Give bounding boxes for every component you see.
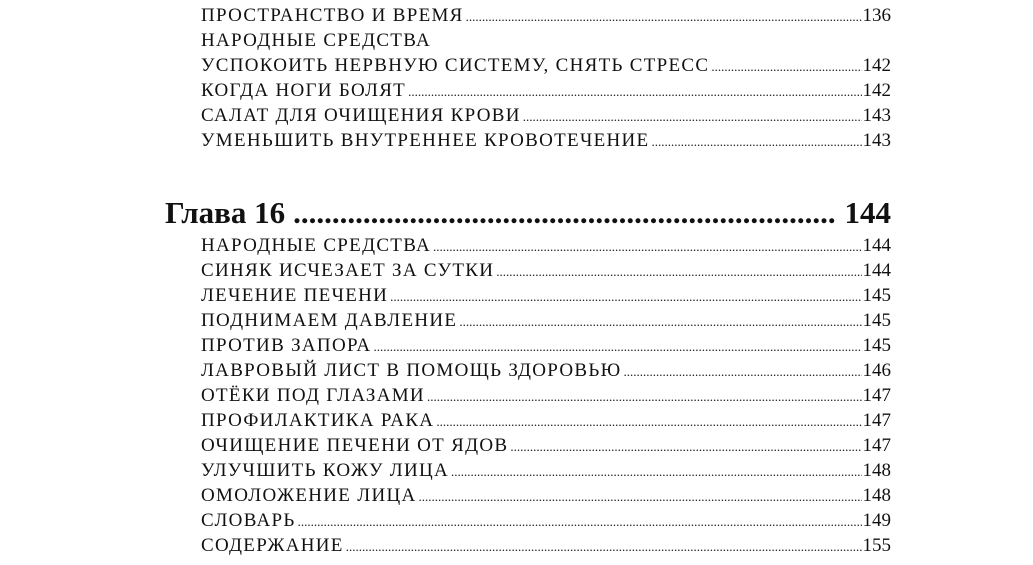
- toc-entry-title: НАРОДНЫЕ СРЕДСТВА: [201, 30, 432, 51]
- toc-entry-page: 145: [862, 310, 891, 331]
- dot-leader: [436, 409, 861, 434]
- dot-leader: [623, 359, 861, 384]
- toc-entry: [201, 333, 891, 358]
- toc-entry-title: КОГДА НОГИ БОЛЯТ: [201, 80, 407, 101]
- toc-entry-page: 149: [862, 510, 891, 531]
- toc-entry: [201, 28, 891, 53]
- toc-entry-page: 145: [862, 285, 891, 306]
- toc-entry-title: ЛАВРОВЫЙ ЛИСТ В ПОМОЩЬ ЗДОРОВЬЮ: [201, 360, 622, 381]
- toc-entry-title: ПРОТИВ ЗАПОРА: [201, 335, 372, 356]
- toc-entry-title: УСПОКОИТЬ НЕРВНУЮ СИСТЕМУ, СНЯТЬ СТРЕСС: [201, 55, 710, 76]
- toc-entry: [201, 458, 891, 483]
- toc-entry-page: 146: [862, 360, 891, 381]
- toc-entry-page: 142: [862, 80, 891, 101]
- chapter-dot-leader: [293, 193, 836, 233]
- dot-leader: [373, 334, 861, 359]
- dot-leader: [711, 54, 861, 79]
- toc-entry-page: 136: [862, 5, 891, 26]
- toc-entry: [201, 53, 891, 78]
- toc-entry-title: СИНЯК ИСЧЕЗАЕТ ЗА СУТКИ: [201, 260, 495, 281]
- toc-entry-title: ПРОСТРАНСТВО И ВРЕМЯ: [201, 5, 464, 26]
- toc-entry-page: 143: [862, 105, 891, 126]
- toc-entry-title: НАРОДНЫЕ СРЕДСТВА: [201, 235, 432, 256]
- toc-entry-page: 143: [862, 130, 891, 151]
- toc-entry: [201, 383, 891, 408]
- toc-entry: [201, 408, 891, 433]
- dot-leader: [427, 384, 862, 409]
- chapter-page: 144: [844, 195, 891, 230]
- dot-leader: [451, 459, 861, 484]
- toc-entry-page: 147: [862, 385, 891, 406]
- toc-entry-title: САЛАТ ДЛЯ ОЧИЩЕНИЯ КРОВИ: [201, 105, 521, 126]
- toc-entry-title: ОМОЛОЖЕНИЕ ЛИЦА: [201, 485, 417, 506]
- toc-entry-page: 147: [862, 410, 891, 431]
- dot-leader: [390, 284, 861, 309]
- dot-leader: [298, 509, 862, 534]
- dot-leader: [408, 79, 861, 104]
- toc-entry-page: 142: [862, 55, 891, 76]
- dot-leader: [346, 534, 862, 559]
- toc-entry-page: 148: [862, 485, 891, 506]
- toc-entry-title: ЛЕЧЕНИЕ ПЕЧЕНИ: [201, 285, 389, 306]
- chapter-title: Глава 16: [165, 195, 286, 230]
- toc-entry: [201, 483, 891, 508]
- toc-entry: [201, 358, 891, 383]
- toc-entry-title: СЛОВАРЬ: [201, 510, 296, 531]
- toc-entry-page: 144: [862, 260, 891, 281]
- dot-leader: [496, 259, 861, 284]
- dot-leader: [466, 4, 862, 29]
- toc-entry: [201, 258, 891, 283]
- toc-entry: [201, 508, 891, 533]
- toc-entry: [201, 433, 891, 458]
- dot-leader: [419, 484, 862, 509]
- toc-entry-title: ПРОФИЛАКТИКА РАКА: [201, 410, 435, 431]
- toc-entry: [201, 128, 891, 153]
- toc-entry-title: УМЕНЬШИТЬ ВНУТРЕННЕЕ КРОВОТЕЧЕНИЕ: [201, 130, 650, 151]
- toc-entry-page: 148: [862, 460, 891, 481]
- toc-entry-title: УЛУЧШИТЬ КОЖУ ЛИЦА: [201, 460, 450, 481]
- toc-entry-title: ОТЁКИ ПОД ГЛАЗАМИ: [201, 385, 425, 406]
- toc-entry: [201, 283, 891, 308]
- toc-entry: [201, 78, 891, 103]
- toc-entry-title: ОЧИЩЕНИЕ ПЕЧЕНИ ОТ ЯДОВ: [201, 435, 509, 456]
- toc-entry-page: 155: [862, 535, 891, 556]
- dot-leader: [459, 309, 861, 334]
- toc-entry-page: 147: [862, 435, 891, 456]
- toc-entry-title: ПОДНИМАЕМ ДАВЛЕНИЕ: [201, 310, 458, 331]
- toc-entry: [201, 533, 891, 558]
- dot-leader: [523, 104, 862, 129]
- toc-entry-page: 145: [862, 335, 891, 356]
- dot-leader: [651, 129, 861, 154]
- toc-entry: [201, 308, 891, 333]
- toc-entry: [201, 3, 891, 28]
- toc-entry-page: 144: [862, 235, 891, 256]
- toc-entry: [201, 233, 891, 258]
- dot-leader: [510, 434, 861, 459]
- toc-entry: [201, 103, 891, 128]
- dot-leader: [433, 234, 861, 259]
- toc-entry-title: СОДЕРЖАНИЕ: [201, 535, 344, 556]
- chapter-heading: [165, 193, 891, 233]
